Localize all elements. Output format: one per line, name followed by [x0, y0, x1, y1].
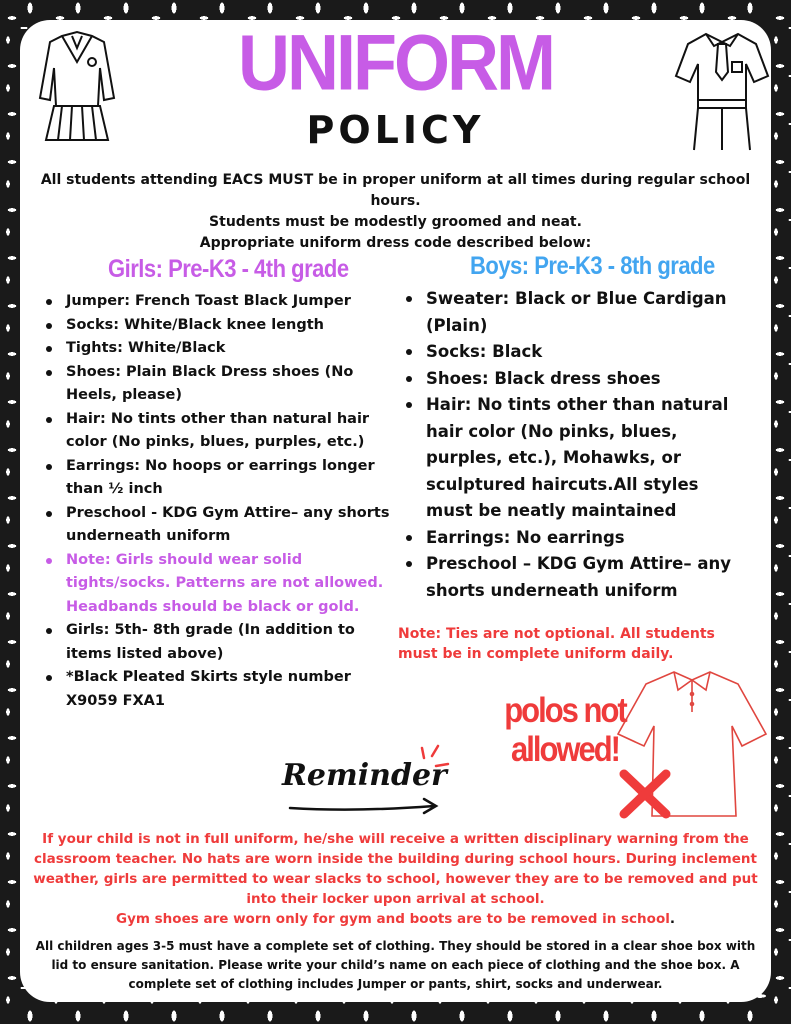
- list-item: Preschool – KDG Gym Attire– any shorts underneath uniform: [404, 551, 744, 604]
- list-item: Earrings: No hoops or earrings longer than ½ inch: [44, 455, 394, 502]
- list-item: Hair: No tints other than natural hair color (No pinks, blues, purples, etc.): [44, 408, 394, 455]
- list-item: Shoes: Black dress shoes: [404, 366, 744, 393]
- polos-not-allowed: [500, 691, 630, 769]
- boys-list: [404, 286, 744, 604]
- warning-text: [30, 829, 761, 929]
- warning-paragraph: If your child is not in full uniform, he/she will receive a written disciplinary warning from the classroom teacher. No hats are worn inside the building during school hours. During inclement weather, girls are permitted to wear slacks to school, however they are to be removed and put into their locker upon arrival at school.: [33, 831, 758, 907]
- girls-list: [44, 290, 394, 713]
- list-item: Girls: 5th- 8th grade (In addition to items listed above): [44, 619, 394, 666]
- page-subtitle: POLICY: [306, 108, 485, 152]
- arrow-icon: [286, 796, 446, 818]
- list-item: Hair: No tints other than natural hair color (No pinks, blues, purples, etc.), Mohawks, or sculptured haircuts.All styles must be neatly maintained: [404, 392, 744, 525]
- list-item: Earrings: No earrings: [404, 525, 744, 552]
- gym-text: Gym shoes are worn only for gym and boots are to be removed in school: [116, 911, 670, 927]
- policy-card: [20, 20, 771, 1002]
- list-item: Preschool - KDG Gym Attire– any shorts underneath uniform: [44, 502, 394, 549]
- list-item: Shoes: Plain Black Dress shoes (No Heels, please): [44, 361, 394, 408]
- page-title: UNIFORM: [238, 20, 553, 107]
- gym-line: [30, 909, 761, 929]
- list-item: Socks: Black: [404, 339, 744, 366]
- list-item: Tights: White/Black: [44, 337, 394, 361]
- list-item: Jumper: French Toast Black Jumper: [44, 290, 394, 314]
- list-item: *Black Pleated Skirts style number X9059 FXA1: [44, 666, 394, 713]
- polos-line: polos not: [504, 689, 626, 730]
- x-mark-icon: [616, 766, 674, 822]
- intro-line: All students attending EACS MUST be in proper uniform at all times during regular school hours.: [40, 172, 751, 209]
- list-item: Socks: White/Black knee length: [44, 314, 394, 338]
- intro-line: Appropriate uniform dress code described below:: [199, 235, 592, 251]
- girls-note: Note: Girls should wear solid tights/socks. Patterns are not allowed. Headbands should be black or gold.: [44, 549, 394, 620]
- gym-period: .: [669, 911, 675, 927]
- boys-heading: Boys: Pre-K3 - 8th grade: [470, 251, 715, 280]
- footer-text: All children ages 3-5 must have a complete set of clothing. They should be stored in a clear shoe box with lid to ensure sanitation. Please write your child’s name on each piece of clothing and the shoe box. A complete set of clothing includes Jumper or pants, shirt, socks and underwear.: [35, 939, 756, 991]
- polos-line: allowed!: [510, 728, 619, 770]
- intro-line: Students must be modestly groomed and neat.: [209, 214, 582, 230]
- girls-heading: Girls: Pre-K3 - 4th grade: [108, 254, 349, 283]
- list-item: Sweater: Black or Blue Cardigan (Plain): [404, 286, 744, 339]
- boys-note: Note: Ties are not optional. All students must be in complete uniform daily.: [398, 626, 715, 662]
- intro-text: [20, 170, 771, 254]
- reminder-heading: Reminder: [282, 758, 447, 793]
